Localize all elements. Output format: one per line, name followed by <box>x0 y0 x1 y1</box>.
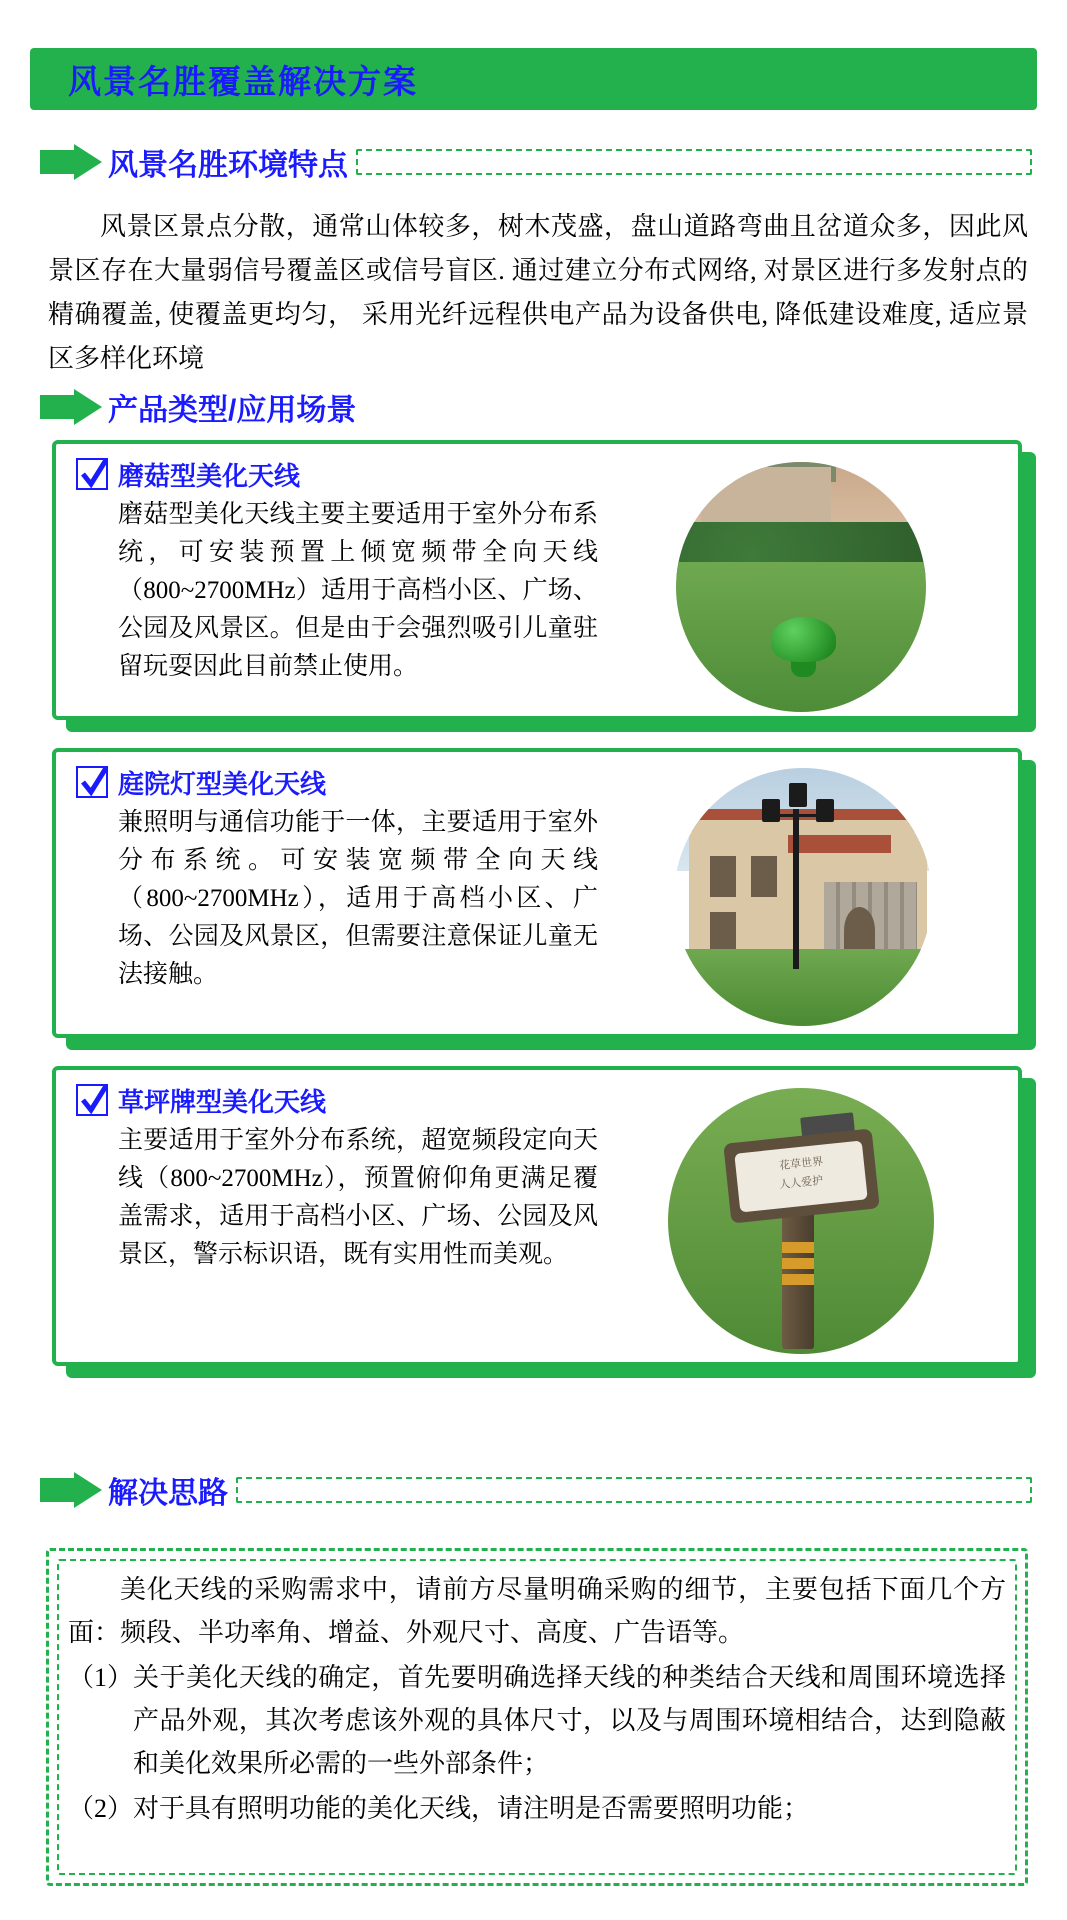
checkbox-icon <box>76 766 108 798</box>
arrow-icon <box>40 389 102 425</box>
sign-text-line-1: 花草世界 <box>778 1155 824 1173</box>
environment-paragraph-text: 风景区景点分散，通常山体较多，树木茂盛，盘山道路弯曲且岔道众多，因此风景区存在大量弱信号覆盖区或信号盲区. 通过建立分布式网络, 对景区进行多发射点的精确覆盖, 使覆盖更均匀， 采用光纤远程供电产品为设备供电, 降低建设难度, 适应景区多样化环境 <box>48 212 1028 373</box>
solution-item-number: （2） <box>68 1794 134 1823</box>
check-icon <box>79 766 109 800</box>
check-icon <box>79 1084 109 1118</box>
product-title: 庭院灯型美化天线 <box>118 769 327 799</box>
dashed-rule <box>356 149 1032 175</box>
product-description: 兼照明与通信功能于一体，主要适用于室外分布系统。可安装宽频带全向天线（800~2700MHz），适用于高档小区、广场、公园及风景区，但需要注意保证儿童无法接触。 <box>118 809 598 988</box>
checkbox-icon <box>76 1084 108 1116</box>
checkbox-icon <box>76 458 108 490</box>
product-photo-mushroom <box>676 462 926 712</box>
product-title: 草坪牌型美化天线 <box>118 1087 327 1117</box>
product-description: 主要适用于室外分布系统，超宽频段定向天线（800~2700MHz），预置俯仰角更满足覆盖需求，适用于高档小区、广场、公园及风景区，警示标识语，既有实用性而美观。 <box>118 1127 598 1268</box>
solution-intro: 美化天线的采购需求中，请前方尽量明确采购的细节，主要包括下面几个方面：频段、半功率角、增益、外观尺寸、高度、广告语等。 <box>68 1575 1006 1647</box>
document-title-bar <box>30 48 1037 110</box>
check-icon <box>79 458 109 492</box>
section-heading-environment-label: 风景名胜环境特点 <box>108 149 348 182</box>
sign-text-line-2: 人人爱护 <box>778 1174 824 1192</box>
solution-item-number: （1） <box>68 1663 134 1692</box>
solution-item <box>68 1787 1006 1830</box>
section-heading-products-label: 产品类型/应用场景 <box>108 394 357 427</box>
section-heading-solution-label: 解决思路 <box>108 1477 228 1510</box>
page-title: 风景名胜覆盖解决方案 <box>68 62 418 100</box>
product-card-lawn-sign <box>52 1066 1022 1366</box>
section-heading-solution <box>40 1468 1032 1512</box>
product-photo-courtyard-lamp <box>674 768 932 1026</box>
solution-item-text: 关于美化天线的确定，首先要明确选择天线的种类结合天线和周围环境选择产品外观，其次考虑该外观的具体尺寸，以及与周围环境相结合，达到隐蔽和美化效果所必需的一些外部条件； <box>133 1663 1006 1778</box>
solution-item <box>68 1656 1006 1785</box>
section-heading-environment <box>40 140 1032 184</box>
product-card-mushroom <box>52 440 1022 720</box>
product-card-courtyard-lamp <box>52 748 1022 1038</box>
environment-paragraph <box>48 205 1028 381</box>
arrow-icon <box>40 1472 102 1508</box>
section-heading-products <box>40 385 560 429</box>
product-description: 磨菇型美化天线主要主要适用于室外分布系统，可安装预置上倾宽频带全向天线（800~2700MHz）适用于高档小区、广场、公园及风景区。但是由于会强烈吸引儿童驻留玩耍因此目前禁止使用。 <box>118 501 598 680</box>
product-photo-lawn-sign <box>668 1088 934 1354</box>
solution-content <box>68 1568 1006 1830</box>
solution-item-text: 对于具有照明功能的美化天线，请注明是否需要照明功能； <box>133 1794 810 1823</box>
dashed-rule <box>236 1477 1032 1503</box>
product-title: 磨菇型美化天线 <box>118 461 301 491</box>
arrow-icon <box>40 144 102 180</box>
